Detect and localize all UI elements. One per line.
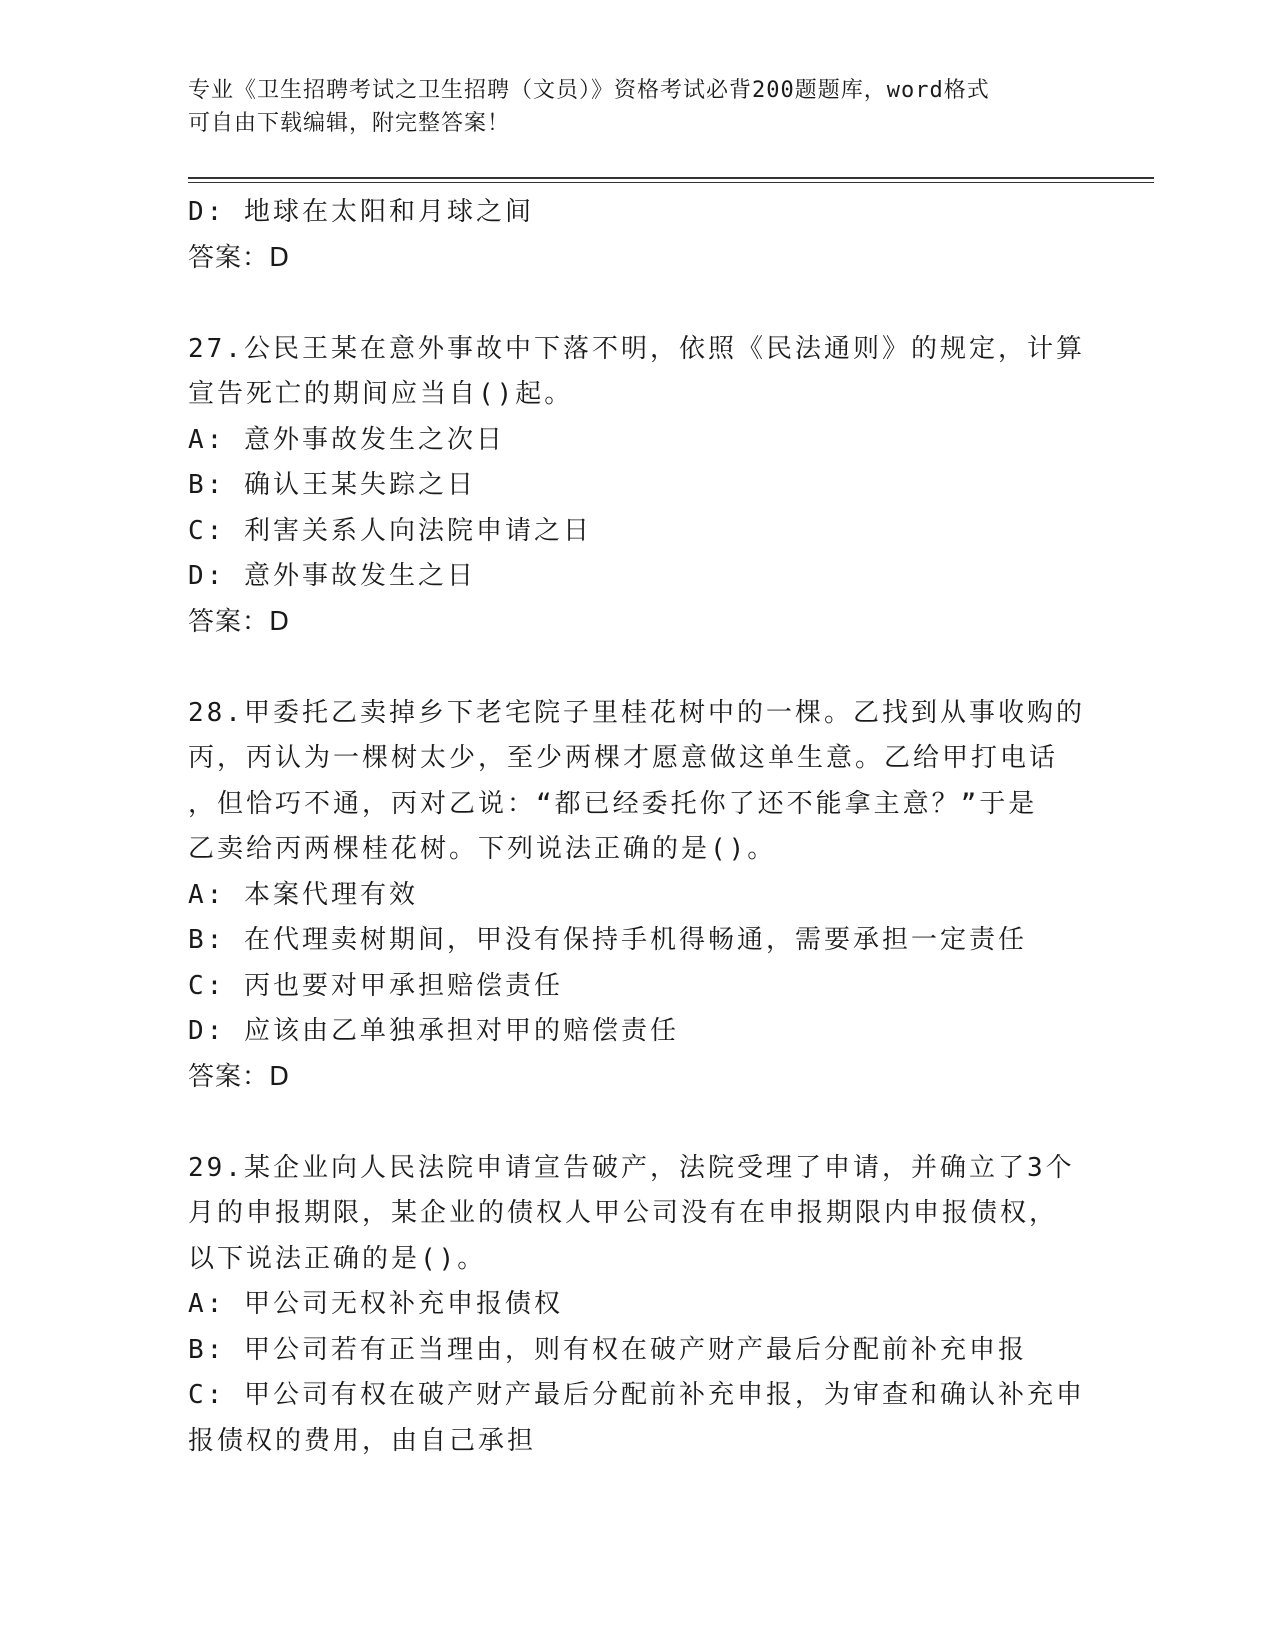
- question-28-stem-line-3: ，但恰巧不通，丙对乙说：“都已经委托你了还不能拿主意？”于是: [188, 788, 1038, 819]
- question-28-stem-line-4: 乙卖给丙两棵桂花树。下列说法正确的是()。: [188, 834, 777, 864]
- question-27: [188, 327, 1088, 646]
- question-29-option-a: A: 甲公司无权补充申报债权: [188, 1289, 563, 1319]
- question-28-stem-line-1: 28.甲委托乙卖掉乡下老宅院子里桂花树中的一棵。乙找到从事收购的: [188, 697, 1085, 728]
- question-29-stem-line-3: 以下说法正确的是()。: [188, 1243, 487, 1274]
- header-title-line-1: 专业《卫生招聘考试之卫生招聘（文员）》资格考试必背200题题库，word格式: [188, 78, 990, 103]
- question-29-stem-line-2: 月的申报期限，某企业的债权人甲公司没有在申报期限内申报债权，: [188, 1198, 1059, 1228]
- spacer: [188, 645, 1088, 691]
- question-27-option-a: A: 意外事故发生之次日: [188, 424, 505, 455]
- question-28-option-a: A: 本案代理有效: [188, 879, 418, 910]
- question-29: [188, 1146, 1088, 1465]
- question-29-stem-line-1: 29.某企业向人民法院申请宣告破产，法院受理了申请，并确立了3个: [188, 1152, 1075, 1183]
- question-29-option-b: B: 甲公司若有正当理由，则有权在破产财产最后分配前补充申报: [188, 1334, 1027, 1365]
- question-27-answer: 答案：D: [188, 606, 291, 637]
- question-27-stem-line-2: 宣告死亡的期间应当自()起。: [188, 379, 574, 409]
- question-28-option-c: C: 丙也要对甲承担赔偿责任: [188, 970, 563, 1001]
- question-27-stem-line-1: 27.公民王某在意外事故中下落不明，依照《民法通则》的规定，计算: [188, 333, 1085, 364]
- question-29-option-c-line-2: 报债权的费用，由自己承担: [188, 1425, 537, 1456]
- header-divider-thick: [188, 177, 1154, 179]
- page-header: [188, 74, 1068, 140]
- previous-answer: 答案：D: [188, 242, 291, 273]
- spacer: [188, 281, 1088, 327]
- question-27-option-b: B: 确认王某失踪之日: [188, 470, 476, 500]
- question-content: [188, 190, 1088, 1464]
- spacer: [188, 1100, 1088, 1146]
- question-28-answer: 答案：D: [188, 1061, 291, 1092]
- question-28-option-b: B: 在代理卖树期间，甲没有保持手机得畅通，需要承担一定责任: [188, 925, 1027, 955]
- question-27-option-d: D: 意外事故发生之日: [188, 561, 476, 591]
- question-29-option-c-line-1: C: 甲公司有权在破产财产最后分配前补充申报，为审查和确认补充申: [188, 1380, 1085, 1410]
- header-title-line-2: 可自由下载编辑，附完整答案！: [188, 111, 511, 136]
- question-28: [188, 691, 1088, 1101]
- question-28-option-d: D: 应该由乙单独承担对甲的赔偿责任: [188, 1016, 679, 1046]
- header-divider-thin: [188, 182, 1154, 183]
- question-27-option-c: C: 利害关系人向法院申请之日: [188, 515, 592, 546]
- question-28-stem-line-2: 丙，丙认为一棵树太少，至少两棵才愿意做这单生意。乙给甲打电话: [188, 743, 1059, 773]
- previous-option-d: D: 地球在太阳和月球之间: [188, 197, 534, 227]
